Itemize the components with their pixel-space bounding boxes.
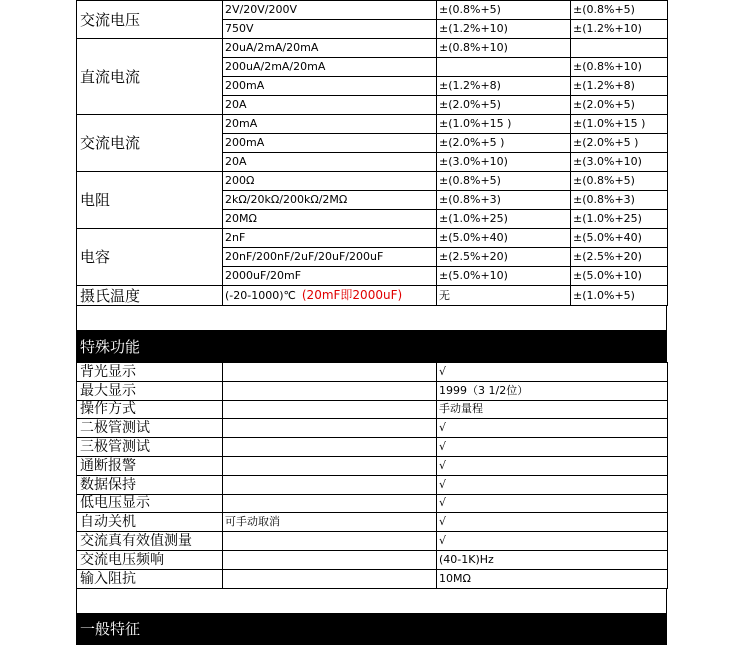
range-cell: 2kΩ/20kΩ/200kΩ/2MΩ — [223, 191, 437, 210]
accuracy-cell: ±(1.2%+8) — [571, 77, 668, 96]
feature-name: 低电压显示 — [77, 494, 223, 513]
feature-name: 二极管测试 — [77, 419, 223, 438]
accuracy-cell: ±(0.8%+5) — [437, 1, 571, 20]
feature-value: 10MΩ — [437, 569, 668, 588]
range-cell: 200uA/2mA/20mA — [223, 58, 437, 77]
measurement-table — [76, 0, 668, 306]
range-cell: 2000uF/20mF — [223, 267, 437, 286]
table-row — [77, 363, 668, 382]
accuracy-cell: ±(3.0%+10) — [571, 153, 668, 172]
table-row — [77, 115, 668, 134]
feature-name: 通断报警 — [77, 456, 223, 475]
accuracy-cell: ±(0.8%+5) — [571, 1, 668, 20]
special-section-header: 特殊功能 — [76, 330, 667, 362]
section-gap — [76, 306, 667, 330]
function-name: 电阻 — [77, 172, 223, 229]
range-cell: 200mA — [223, 77, 437, 96]
accuracy-cell: ±(0.8%+3) — [571, 191, 668, 210]
table-row — [77, 286, 668, 306]
accuracy-cell: ±(0.8%+5) — [571, 172, 668, 191]
range-cell: 20nF/200nF/2uF/20uF/200uF — [223, 248, 437, 267]
table-row — [77, 172, 668, 191]
accuracy-cell: ±(5.0%+10) — [437, 267, 571, 286]
feature-value: √ — [437, 475, 668, 494]
table-row — [77, 438, 668, 457]
table-row — [77, 494, 668, 513]
table-row — [77, 381, 668, 400]
feature-name: 最大显示 — [77, 381, 223, 400]
table-row — [77, 1, 668, 20]
accuracy-cell: ±(1.2%+10) — [437, 20, 571, 39]
feature-value: (40-1K)Hz — [437, 550, 668, 569]
table-row — [77, 456, 668, 475]
function-name: 摄氏温度 — [77, 286, 223, 306]
feature-note — [223, 400, 437, 419]
range-cell: 20MΩ — [223, 210, 437, 229]
feature-name: 三极管测试 — [77, 438, 223, 457]
accuracy-cell: ±(3.0%+10) — [437, 153, 571, 172]
accuracy-cell: ±(1.2%+10) — [571, 20, 668, 39]
feature-value: √ — [437, 456, 668, 475]
feature-name: 操作方式 — [77, 400, 223, 419]
table-row — [77, 400, 668, 419]
accuracy-cell: ±(1.0%+25) — [571, 210, 668, 229]
function-name: 交流电压 — [77, 1, 223, 39]
table-row — [77, 513, 668, 532]
table-row — [77, 475, 668, 494]
accuracy-cell: ±(0.8%+5) — [437, 172, 571, 191]
accuracy-cell: ±(2.0%+5) — [437, 96, 571, 115]
feature-value: √ — [437, 363, 668, 382]
feature-note — [223, 550, 437, 569]
accuracy-cell: ±(2.0%+5 ) — [571, 134, 668, 153]
feature-name: 交流真有效值测量 — [77, 532, 223, 551]
accuracy-cell: ±(0.8%+10) — [571, 58, 668, 77]
feature-value: 1999（3 1/2位） — [437, 381, 668, 400]
feature-value: √ — [437, 532, 668, 551]
feature-note — [223, 475, 437, 494]
accuracy-cell: ±(2.5%+20) — [437, 248, 571, 267]
accuracy-cell: ±(1.0%+5) — [571, 286, 668, 306]
feature-name: 输入阻抗 — [77, 569, 223, 588]
function-name: 直流电流 — [77, 39, 223, 115]
capacitance-note: (20mF即2000uF) — [301, 288, 403, 302]
accuracy-cell: ±(5.0%+40) — [571, 229, 668, 248]
accuracy-cell: ±(5.0%+40) — [437, 229, 571, 248]
spec-sheet — [76, 0, 667, 645]
feature-name: 背光显示 — [77, 363, 223, 382]
feature-value: √ — [437, 513, 668, 532]
accuracy-cell: ±(2.0%+5 ) — [437, 134, 571, 153]
range-cell: 20mA — [223, 115, 437, 134]
range-cell — [223, 286, 437, 306]
range-cell: 2nF — [223, 229, 437, 248]
feature-note — [223, 381, 437, 400]
accuracy-cell: ±(1.2%+8) — [437, 77, 571, 96]
range-cell: 20A — [223, 153, 437, 172]
range-cell: 200Ω — [223, 172, 437, 191]
accuracy-cell: ±(0.8%+10) — [437, 39, 571, 58]
accuracy-cell: ±(0.8%+3) — [437, 191, 571, 210]
feature-value: 手动量程 — [437, 400, 668, 419]
temperature-range: (-20-1000)℃ — [225, 289, 296, 302]
section-gap — [76, 589, 667, 613]
feature-name: 交流电压频响 — [77, 550, 223, 569]
accuracy-cell: ±(1.0%+25) — [437, 210, 571, 229]
feature-name: 数据保持 — [77, 475, 223, 494]
table-row — [77, 550, 668, 569]
accuracy-cell: ±(1.0%+15 ) — [571, 115, 668, 134]
general-section-header: 一般特征 — [76, 613, 667, 645]
table-row — [77, 419, 668, 438]
feature-value: √ — [437, 419, 668, 438]
feature-name: 自动关机 — [77, 513, 223, 532]
feature-note — [223, 438, 437, 457]
feature-note — [223, 532, 437, 551]
accuracy-cell: 无 — [437, 286, 571, 306]
accuracy-cell: ±(5.0%+10) — [571, 267, 668, 286]
feature-note: 可手动取消 — [223, 513, 437, 532]
range-cell: 200mA — [223, 134, 437, 153]
table-row — [77, 39, 668, 58]
feature-note — [223, 419, 437, 438]
function-name: 交流电流 — [77, 115, 223, 172]
accuracy-cell: ±(1.0%+15 ) — [437, 115, 571, 134]
feature-note — [223, 363, 437, 382]
feature-note — [223, 569, 437, 588]
accuracy-cell: ±(2.5%+20) — [571, 248, 668, 267]
range-cell: 2V/20V/200V — [223, 1, 437, 20]
feature-value: √ — [437, 494, 668, 513]
accuracy-cell: ±(2.0%+5) — [571, 96, 668, 115]
accuracy-cell — [437, 58, 571, 77]
feature-note — [223, 456, 437, 475]
range-cell: 750V — [223, 20, 437, 39]
function-name: 电容 — [77, 229, 223, 286]
range-cell: 20uA/2mA/20mA — [223, 39, 437, 58]
special-features-table — [76, 362, 668, 589]
feature-note — [223, 494, 437, 513]
table-row — [77, 569, 668, 588]
range-cell: 20A — [223, 96, 437, 115]
table-row — [77, 229, 668, 248]
feature-value: √ — [437, 438, 668, 457]
accuracy-cell — [571, 39, 668, 58]
table-row — [77, 532, 668, 551]
